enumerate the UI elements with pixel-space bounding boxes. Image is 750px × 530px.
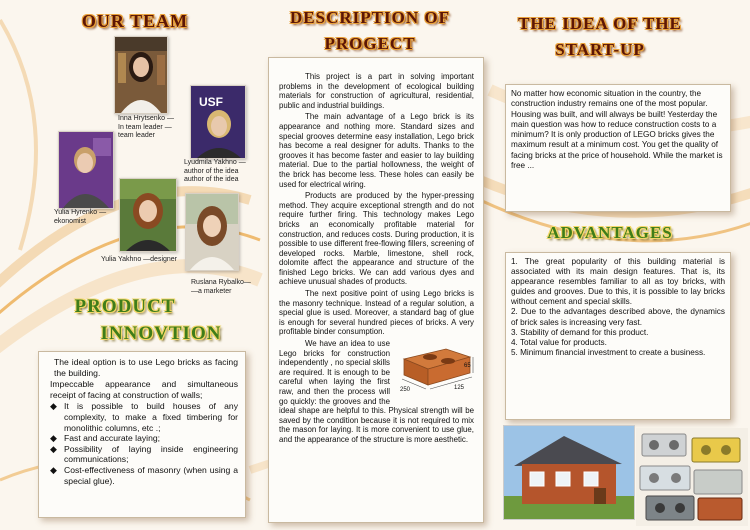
diamond-bullet-icon: ◆ (50, 464, 57, 475)
advantages-panel (505, 252, 731, 420)
member-caption: Lyudmila Yakhno — author of the idea author of the idea (184, 159, 246, 183)
lego-bricks-photo (636, 428, 748, 526)
team-title: OUR TEAM (81, 11, 189, 31)
bullet-text: Cost-effectiveness of masonry (when using a special glue). (64, 464, 238, 486)
member-caption: Ruslana Rybalko— —a marketer (191, 279, 251, 295)
member-photo (185, 193, 239, 271)
member-photo (114, 36, 168, 114)
advantage-item: 5. Minimum financial investment to create a business. (511, 347, 706, 357)
advantage-item: 2. Due to the advantages described above, the dynamics of brick sales is increasing very fast. (511, 307, 725, 327)
description-paragraph: The main advantage of a Lego brick is its appearance and nothing more. Standard sizes and special grooves determine easy installation, Lego brick has become a real designer for adults. Thanks to the grooves it has become faster and easier to lay building material. Due to the partial hollowness, the weight of the brick has become less. These holes can easily be used for electrical wiring. (279, 112, 474, 189)
member-caption: Yulia Hyrenko — ekonomist (54, 209, 107, 225)
diamond-bullet-icon: ◆ (50, 401, 57, 412)
house-photo (503, 425, 635, 520)
product-bullet (50, 433, 238, 444)
member-caption: Inna Hrytsenko — In team leader — team leader (118, 115, 175, 139)
description-title-line1: DESCRIPTION OF (290, 8, 450, 27)
idea-text: No matter how economic situation in the country, the construction industry remains one of the most popular. Housing was built, and will always be built! Yesterday the main question was how to reduce construction costs to a minimum? It is only production of LEGO bricks gives the maximum result at a minimum cost. You get the quality of facing bricks at the price of household. While the market is free ... (511, 89, 723, 171)
svg-text:USF: USF (199, 95, 223, 109)
description-paragraph: The next positive point of using Lego bricks is the masonry technique. Instead of a regular solution, a special glue is used. Moreover, a standard bag of glue is enough for several hundred pieces of bricks. A very profitable binder consumption. (279, 289, 474, 337)
brick-width-label: 125 (454, 385, 465, 392)
brick-diagram (394, 341, 478, 397)
advantage-item: 3. Stability of demand for this product. (511, 327, 649, 337)
advantages-title: ADVANTAGES (547, 223, 673, 242)
description-paragraph: Products are produced by the hyper-pressing method. They acquire exceptional strength and do not require further firing. This technology makes Lego bricks an economically profitable material for construction, and reduces costs. During production, it is possible to use different free-flowing fillers, screening of developed rocks. Marble, limestone, shell rock, dolomite affect the appearance and structure of the finished Lego bricks. We can add various dyes and achieve unusual shades of products. (279, 191, 474, 287)
description-panel (268, 57, 484, 523)
idea-title-line2: START-UP (555, 40, 645, 59)
bullet-text: It is possible to build houses of any complexity, to make a fixed timbering for monolithic columns, etc .; (64, 401, 238, 433)
member-photo (119, 178, 177, 252)
description-paragraph: We have an idea to use Lego bricks for construction independently , no special skills are required. It is enough to be careful when laying the first raw, and then the process will go quickly: the grooves and the ideal shape are helpful to this. Physical strength will be saved by the condition because it is not required to mix the mason for laying. It is more convenient to use glue, and the appearance of the structure is more aesthetic. (279, 339, 474, 444)
product-lead: Impeccable appearance and simultaneous receipt of facing at construction of walls; (50, 379, 238, 400)
member-caption: Yulia Yakhno —designer (101, 256, 178, 263)
product-panel (38, 351, 246, 518)
member-photo (190, 85, 246, 159)
product-title-line1: PRODUCT (74, 296, 176, 317)
advantage-item: 4. Total value for products. (511, 337, 607, 347)
brick-height-label: 65 (464, 363, 471, 370)
product-bullet (50, 401, 238, 433)
bullet-text: Fast and accurate laying; (64, 433, 161, 444)
product-bullet (50, 465, 238, 486)
member-photo (58, 131, 114, 209)
description-paragraph: This project is a part in solving important problems in the development of ecological building materials for construction of agricultural, residential, public and industrial buildings. (279, 72, 474, 110)
product-bullet (50, 444, 238, 465)
product-title-line2: INNOVTION (100, 323, 222, 344)
idea-title-line1: THE IDEA OF THE (518, 14, 682, 33)
advantage-item: 1. The great popularity of this building material is associated with its main design features. That is, its appearance resembles familiar to all as toy bricks, with guides and grooves. Due to this, it is possible to lay bricks without cement and special skills. (511, 257, 725, 307)
diamond-bullet-icon: ◆ (50, 433, 57, 444)
brick-length-label: 250 (400, 387, 411, 394)
description-title-line2: PROGECT (324, 34, 416, 53)
diamond-bullet-icon: ◆ (50, 443, 57, 454)
product-intro: The ideal option is to use Lego bricks as facing the building. (54, 357, 238, 378)
idea-panel (505, 84, 731, 212)
bullet-text: Possibility of laying inside engineering communications; (64, 443, 238, 465)
